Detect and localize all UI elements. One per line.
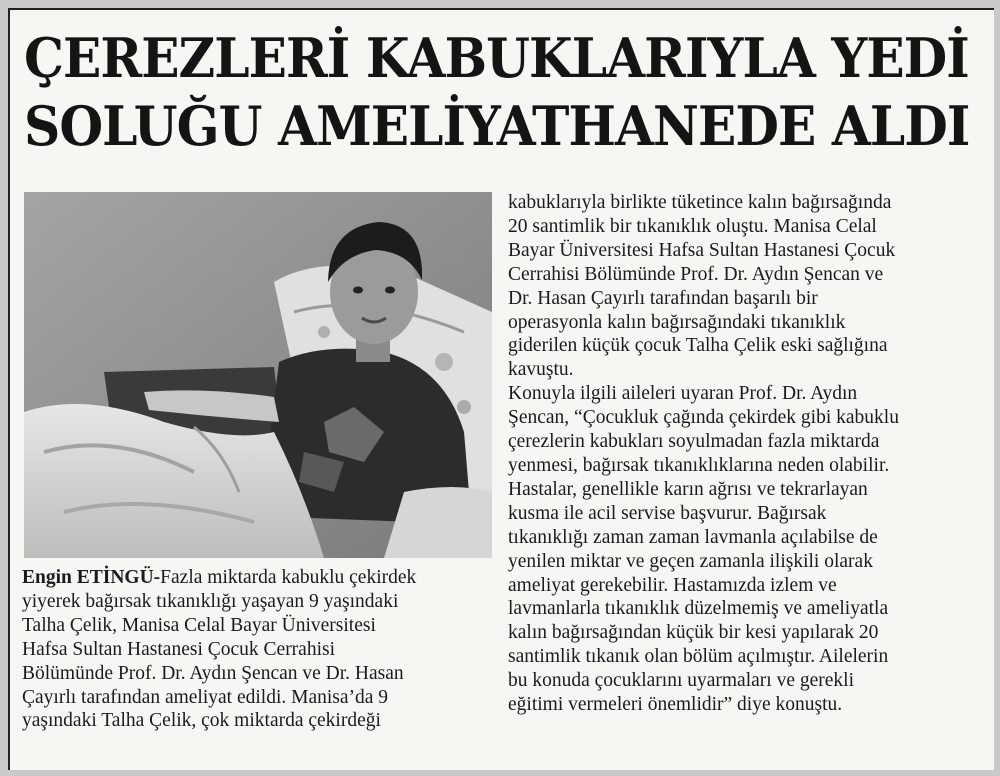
intro-text: Fazla miktarda kabuklu çekirdek yiyerek bağırsak tıkanıklığı yaşayan 9 yaşındaki Talha Çelik, Manisa Celal Bayar Üniversitesi Hafsa Sultan Hastanesi Çocuk Cerrahisi Bölümünde Prof. Dr. Aydın Şencan ve Dr. Hasan Çayırlı tarafından ameliyat edildi. Manisa’da 9 yaşındaki Talha Çelik, çok miktarda çekirdeği <box>22 567 417 732</box>
article-photo <box>24 192 492 558</box>
headline-line-2: SOLUĞU AMELİYATHANEDE ALDI <box>24 94 970 158</box>
newspaper-clipping <box>8 8 994 770</box>
article-column-left <box>22 566 492 733</box>
article-column-right <box>508 191 988 717</box>
intro-paragraph <box>22 566 492 733</box>
byline: Engin ETİNGÜ- <box>22 567 161 588</box>
headline <box>24 24 970 160</box>
body-paragraph-1: kabuklarıyla birlikte tüketince kalın bağırsağında 20 santimlik bir tıkanıklık oluştu. Manisa Celal Bayar Üniversitesi Hafsa Sultan Hastanesi Çocuk Cerrahisi Bölümünde Prof. Dr. Aydın Şencan ve Dr. Hasan Çayırlı tarafından başarılı bir operasyonla kalın bağırsağındaki tıkanıklık giderilen küçük çocuk Talha Çelik eski sağlığına kavuştu. <box>508 192 896 381</box>
headline-line-1: ÇEREZLERİ KABUKLARIYLA YEDİ <box>24 26 969 90</box>
body-paragraph-2: Konuyla ilgili aileleri uyaran Prof. Dr. Aydın Şencan, “Çocukluk çağında çekirdek gibi kabuklu çerezlerin kabukları soyulmadan fazla miktarda yenmesi, bağırsak tıkanıklıklarına neden olabilir. Hastalar, genellikle karın ağrısı ve tekrarlayan kusma ile acil servise başvurur. Bağırsak tıkanıklığı zaman zaman lavmanla açılabilse de yenilen miktar ve geçen zamanla ilişkili olarak ameliyat gerekebilir. Hastamızda izlem ve lavmanlarla tıkanıklık düzelmemiş ve ameliyatla kalın bağırsağından küçük bir kesi yapılarak 20 santimlik tıkanık olan bölüm açılmıştır. Ailelerin bu konuda çocuklarını uyarmaları ve gerekli eğitimi vermeleri önemlidir” diye konuştu. <box>508 383 899 716</box>
